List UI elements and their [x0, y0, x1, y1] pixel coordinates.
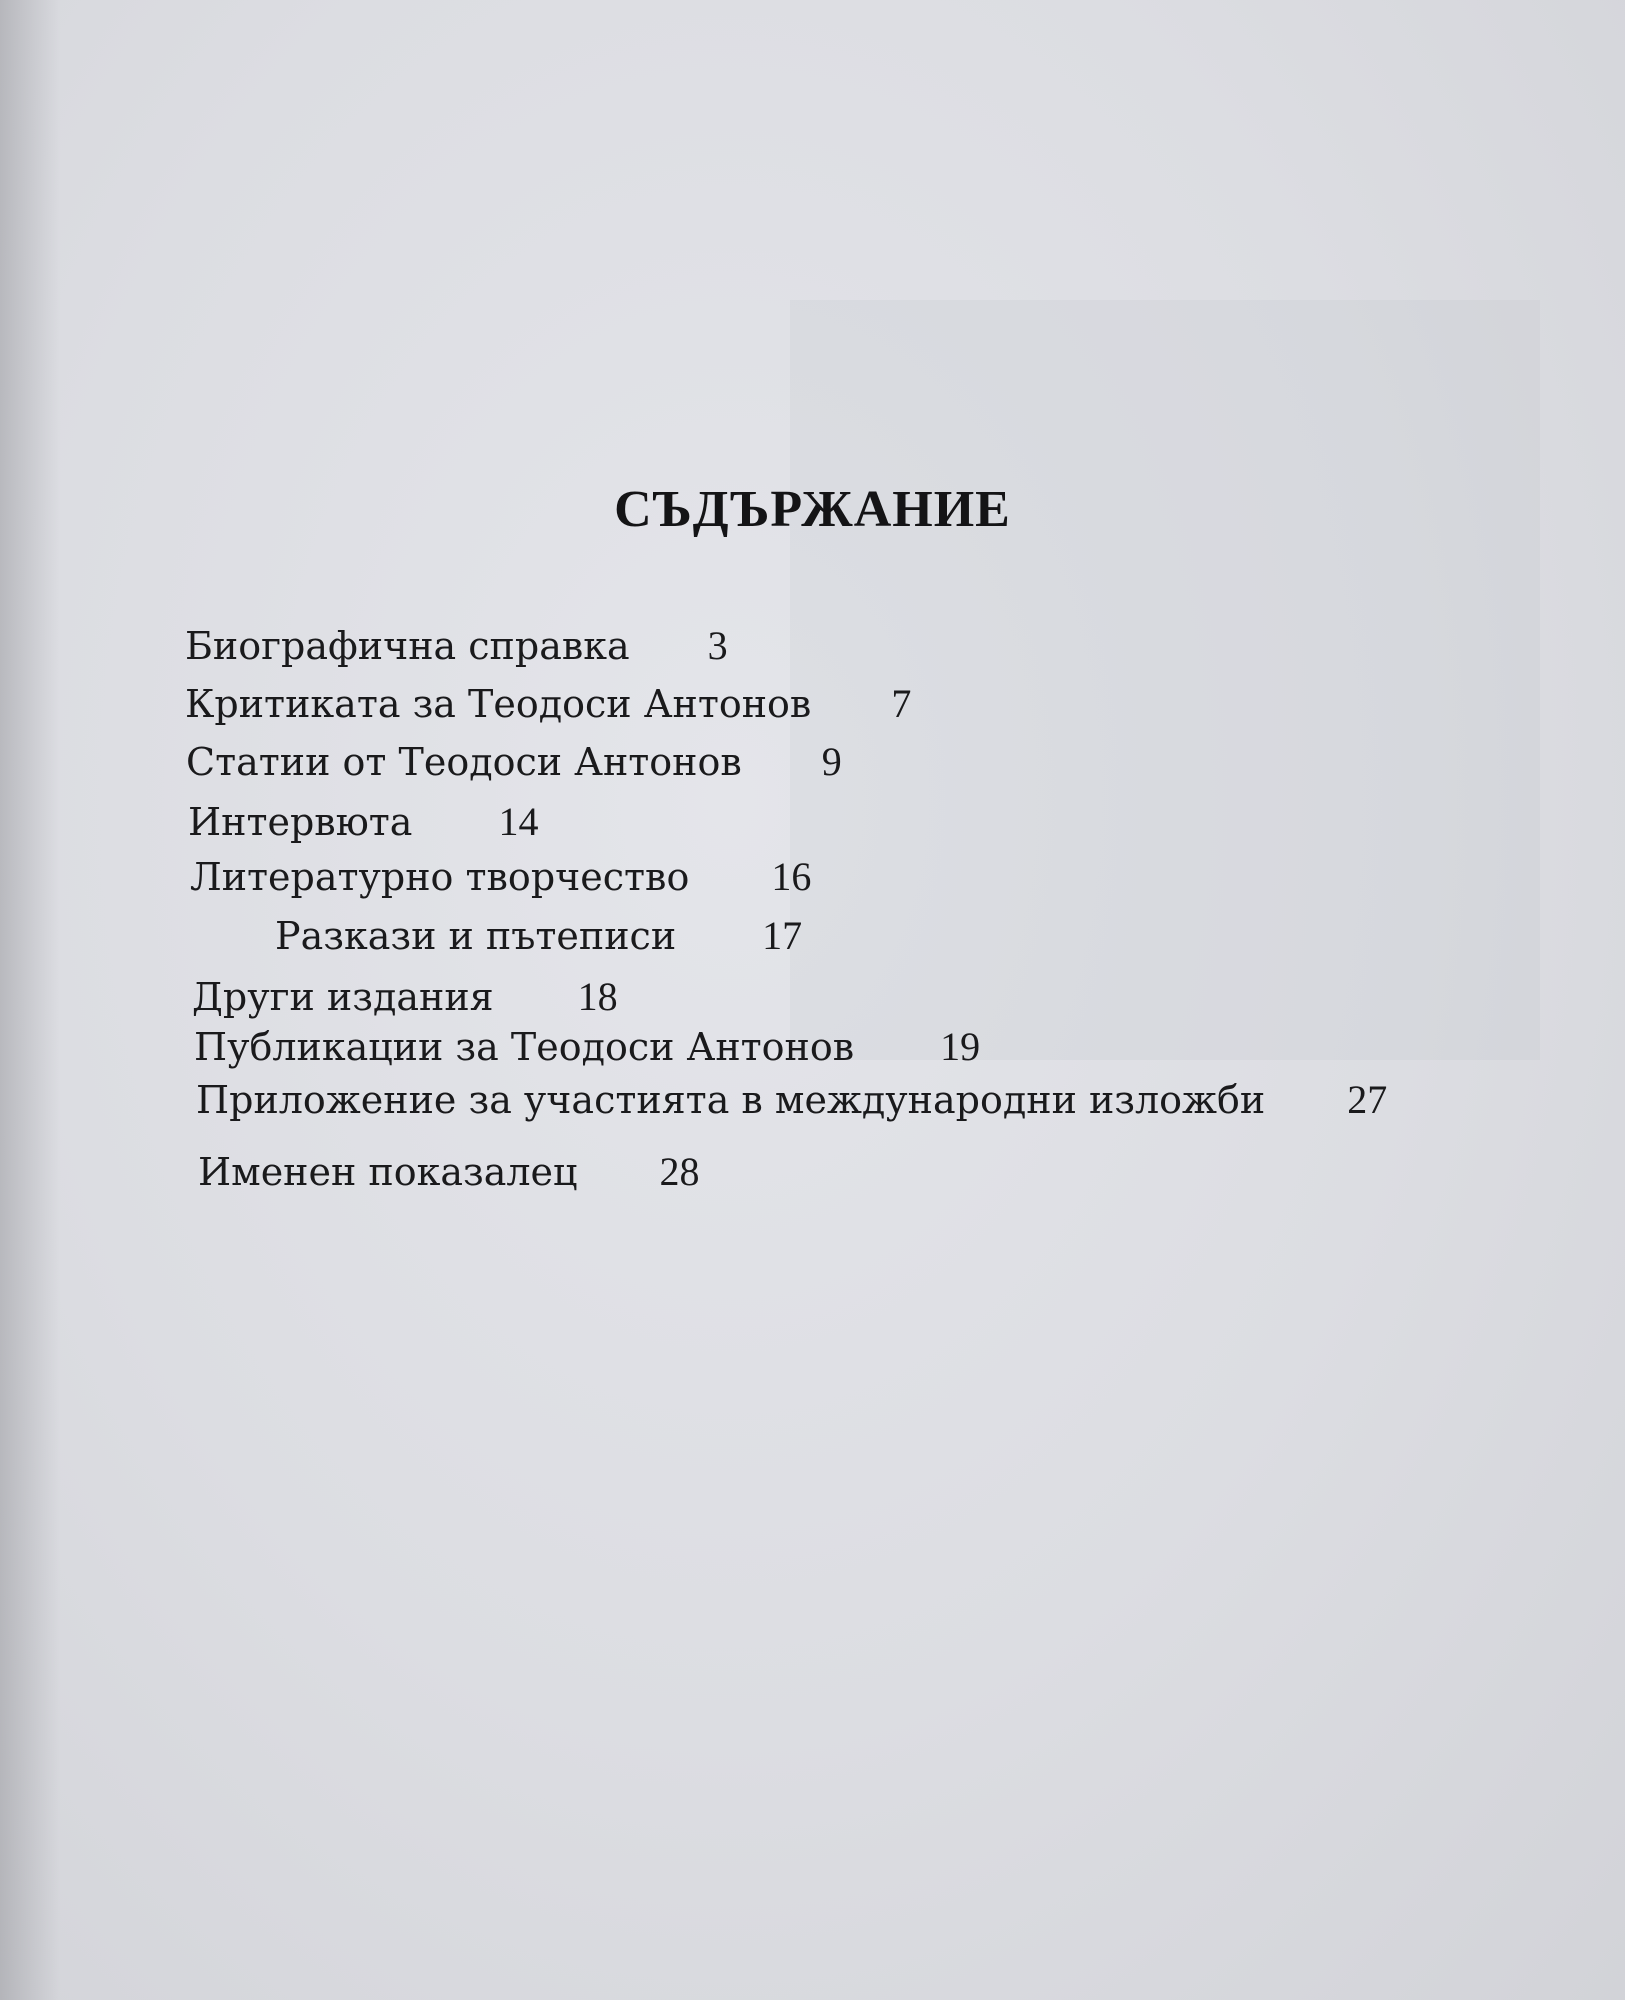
toc-entry-page: 3	[707, 623, 728, 668]
toc-entry	[194, 1025, 980, 1069]
toc-entry-label: Публикации за Теодоси Антонов	[194, 1025, 855, 1069]
toc-entry-page: 9	[821, 739, 842, 784]
toc-entry	[192, 975, 618, 1019]
toc-entry-page: 14	[498, 799, 539, 844]
toc-entry-label: Интервюта	[188, 800, 413, 844]
page-title: СЪДЪРЖАНИЕ	[614, 481, 1011, 538]
toc-entry-label: Статии от Теодоси Антонов	[186, 740, 742, 784]
toc-entry-label: Други издания	[192, 975, 494, 1019]
toc-entry-label: Разкази и пътеписи	[275, 914, 677, 958]
toc-entry	[185, 682, 911, 726]
toc-entry	[188, 800, 538, 844]
toc-entry-page: 28	[659, 1149, 700, 1194]
toc-entry-label: Биографична справка	[185, 624, 630, 668]
toc-entry-label: Критиката за Теодоси Антонов	[185, 682, 812, 726]
toc-entry-label: Именен показалец	[198, 1150, 578, 1194]
toc-entry-page: 18	[577, 974, 618, 1019]
toc-entry	[196, 1078, 1387, 1122]
toc-entry	[198, 1150, 699, 1194]
toc-entry	[185, 624, 728, 668]
toc-entry	[186, 740, 842, 784]
toc-entry	[190, 855, 811, 899]
toc-entry-page: 7	[891, 681, 912, 726]
toc-entry-page: 17	[762, 913, 803, 958]
toc-entry-page: 19	[940, 1024, 981, 1069]
toc-subentry	[275, 914, 802, 958]
toc-entry-page: 16	[771, 854, 812, 899]
toc-entry-label: Литературно творчество	[190, 855, 690, 899]
toc-entry-label: Приложение за участията в международни изложби	[196, 1078, 1266, 1122]
toc-entry-page: 27	[1347, 1077, 1388, 1122]
